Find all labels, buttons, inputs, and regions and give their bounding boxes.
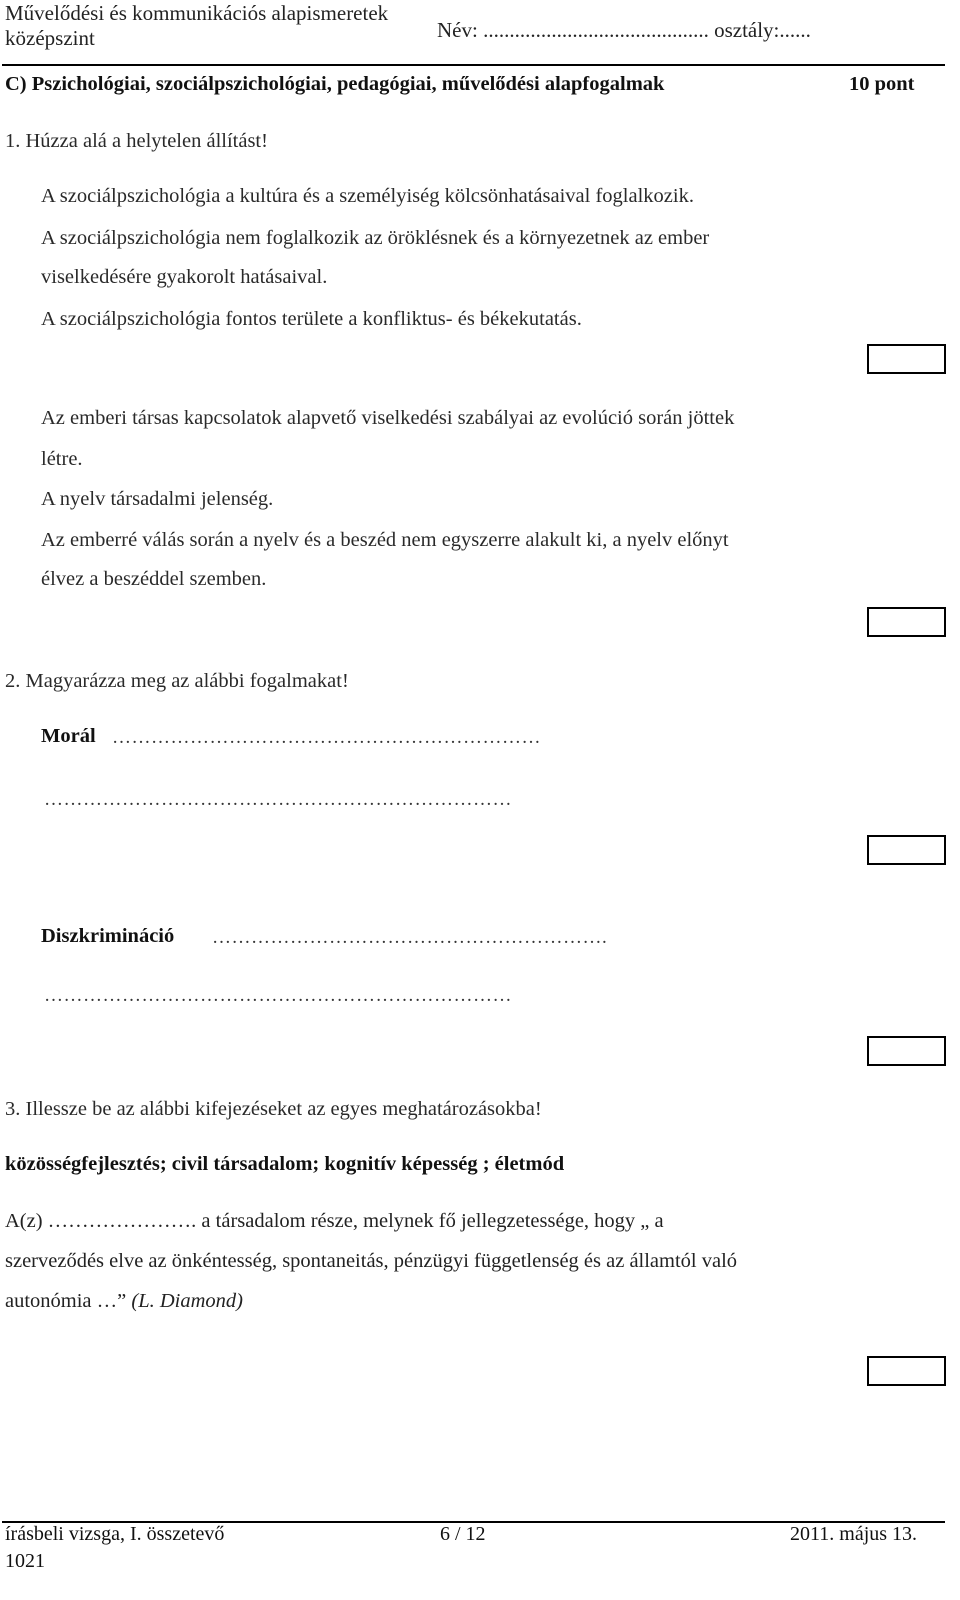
statement-6b: élvez a beszéddel szemben. <box>41 568 267 590</box>
task2-prompt: 2. Magyarázza meg az alábbi fogalmakat! <box>5 670 349 692</box>
definition-line-1: A(z) …………………. a társadalom része, melynek fő jellegzetessége, hogy „ a <box>5 1210 664 1232</box>
score-box-2b[interactable] <box>867 1036 946 1066</box>
page-number: 6 / 12 <box>440 1523 486 1545</box>
statement-4a: Az emberi társas kapcsolatok alapvető viselkedési szabályai az evolúció során jöttek <box>41 407 735 429</box>
statement-5: A nyelv társadalmi jelenség. <box>41 488 274 510</box>
footer-exam-part: írásbeli vizsga, I. összetevő <box>5 1523 225 1545</box>
name-class-field: Név: ........................................... osztály:...... <box>437 18 811 42</box>
exam-date: 2011. május 13. <box>790 1523 918 1545</box>
statement-2b: viselkedésére gyakorolt hatásaival. <box>41 266 328 288</box>
score-box-1a[interactable] <box>867 344 946 374</box>
subject-title: Művelődési és kommunikációs alapismeretek <box>5 1 389 25</box>
header-divider <box>2 64 945 66</box>
task3-prompt: 3. Illessze be az alábbi kifejezéseket az egyes meghatározásokba! <box>5 1098 542 1120</box>
score-box-3[interactable] <box>867 1356 946 1386</box>
term-list: közösségfejlesztés; civil társadalom; kognitív képesség ; életmód <box>5 1153 565 1175</box>
score-box-2a[interactable] <box>867 835 946 865</box>
task1-prompt: 1. Húzza alá a helytelen állítást! <box>5 130 268 152</box>
statement-3: A szociálpszichológia fontos területe a konfliktus- és békekutatás. <box>41 308 582 330</box>
statement-1: A szociálpszichológia a kultúra és a személyiség kölcsönhatásaival foglalkozik. <box>41 185 694 207</box>
section-points: 10 pont <box>849 73 915 95</box>
definition-line-3-text: autonómia …” <box>5 1290 132 1312</box>
moral-answer-line-2[interactable]: ……………………………………………………………… <box>44 789 512 810</box>
definition-line-2: szerveződés elve az önkéntesség, spontaneitás, pénzügyi függetlenség és az államtól való <box>5 1250 738 1272</box>
statement-4b: létre. <box>41 448 83 470</box>
moral-answer-line-1[interactable]: ………………………………………………………… <box>112 727 541 748</box>
term-moral: Morál <box>41 725 96 747</box>
discrimination-answer-line-1[interactable]: ……………………………………………………. <box>212 927 608 948</box>
term-discrimination: Diszkrimináció <box>41 925 175 947</box>
level-label: középszint <box>5 26 95 50</box>
statement-6a: Az emberré válás során a nyelv és a beszéd nem egyszerre alakult ki, a nyelv előnyt <box>41 529 729 551</box>
citation: (L. Diamond) <box>131 1290 243 1312</box>
statement-2a: A szociálpszichológia nem foglalkozik az öröklésnek és a környezetnek az ember <box>41 227 710 249</box>
definition-line-3 <box>5 1290 243 1313</box>
discrimination-answer-line-2[interactable]: ……………………………………………………………… <box>44 985 512 1006</box>
footer-code: 1021 <box>5 1550 45 1572</box>
score-box-1b[interactable] <box>867 607 946 637</box>
section-title: C) Pszichológiai, szociálpszichológiai, pedagógiai, művelődési alapfogalmak <box>5 73 665 95</box>
